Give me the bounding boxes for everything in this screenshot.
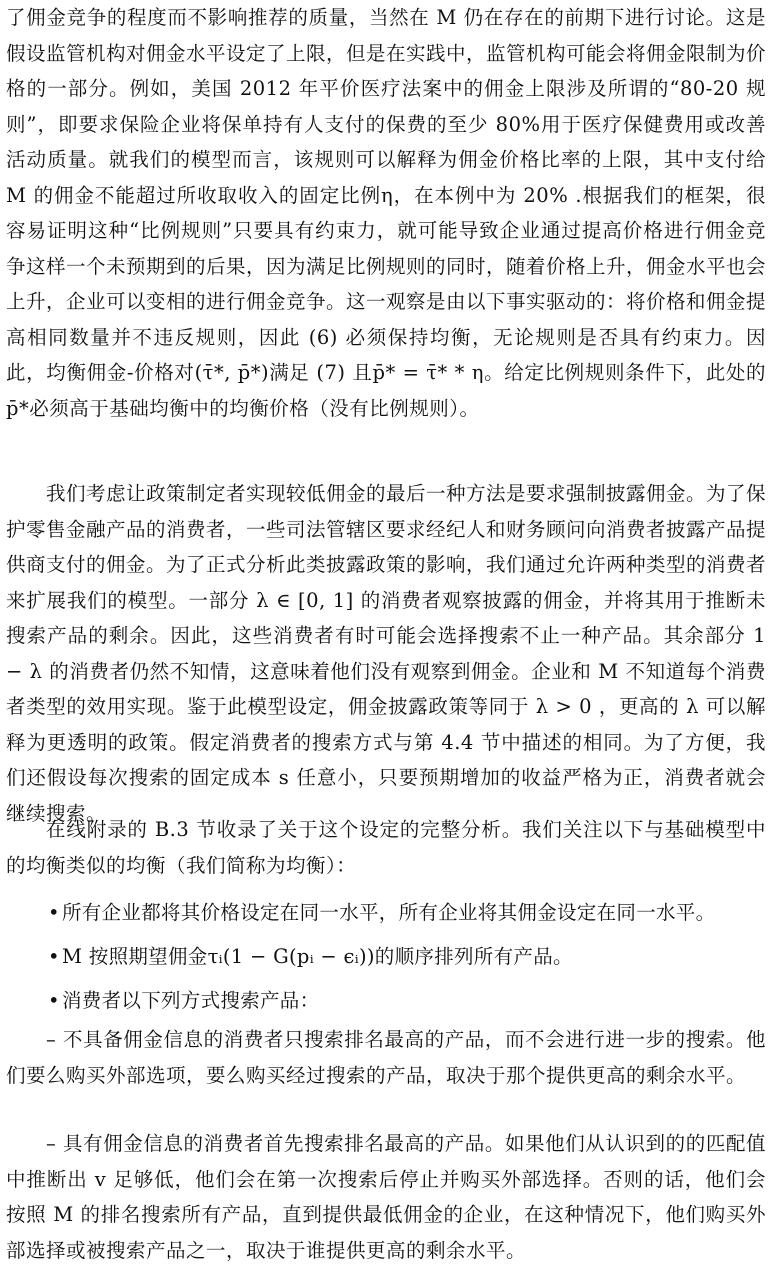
sub-item-uninformed: – 不具备佣金信息的消费者只搜索排名最高的产品，而不会进行进一步的搜索。他们要么购买外部选项，要么购买经过搜索的产品，取决于那个提供更高的剩余水平。 [6, 1028, 766, 1087]
bullet-text: 所有企业都将其价格设定在同一水平，所有企业将其佣金设定在同一水平。 [62, 901, 716, 924]
paragraph-commission-cap: 了佣金竞争的程度而不影响推荐的质量，当然在 M 仍在存在的前期下进行讨论。这是假设监管机构对佣金水平设定了上限，但是在实践中，监管机构可能会将佣金限制为价格的一部分。例如，美国 2012 年平价医疗法案中的佣金上限涉及所谓的“80-20 规则”，即要求保险企业将保单持有人支付的保费的至少 80%用于医疗保健费用或改善活动质量。就我们的模型而言，该规则可以解释为佣金价格比率的上限，其中支付给 M 的佣金不能超过所收取收入的固定比例η，在本例中为 20% .根据我们的框架，很容易证明这种“比例规则”只要具有约束力，就可能导致企业通过提高价格进行佣金竞争这样一个未预期到的后果，因为满足比例规则的同时，随着价格上升，佣金水平也会上升，企业可以变相的进行佣金竞争。这一观察是由以下事实驱动的：将价格和佣金提高相同数量并不违反规则，因此 (6) 必须保持均衡，无论规则是否具有约束力。因此，均衡佣金-价格对(τ̄*, p̄*)满足 (7) 且p̄* = τ̄* * η。给定比例规则条件下，此处的p̄*必须高于基础均衡中的均衡价格（没有比例规则）。 [6, 6, 767, 420]
sub-item-informed: – 具有佣金信息的消费者首先搜索排名最高的产品。如果他们从认识到的的匹配值中推断出 v 足够低，他们会在第一次搜索后停止并购买外部选择。否则的话，他们会按照 M 的排名搜索所有产品，直到提供最低佣金的企业，在这种情况下，他们购买外部选择或被搜索产品之一，取决于谁提供更高的剩余水平。 [6, 1132, 766, 1262]
paragraph-appendix-intro: 在线附录的 B.3 节收录了关于这个设定的完整分析。我们关注以下与基础模型中的均衡类似的均衡（我们简称为均衡）： [6, 818, 766, 877]
bullet-item-prices [48, 895, 768, 930]
bullet-icon: • [48, 945, 60, 968]
bullet-item-search [48, 983, 768, 1018]
bullet-icon: • [48, 989, 60, 1012]
bullet-icon: • [48, 901, 60, 924]
bullet-text: 消费者以下列方式搜索产品： [62, 989, 320, 1012]
bullet-text: M 按照期望佣金τᵢ(1 − G(pᵢ − ϵᵢ))的顺序排列所有产品。 [62, 945, 573, 968]
paragraph-disclosure-policy: 我们考虑让政策制定者实现较低佣金的最后一种方法是要求强制披露佣金。为了保护零售金融产品的消费者，一些司法管辖区要求经纪人和财务顾问向消费者披露产品提供商支付的佣金。为了正式分析此类披露政策的影响，我们通过允许两种类型的消费者来扩展我们的模型。一部分 λ ∈ [0, 1] 的消费者观察披露的佣金，并将其用于推断未搜索产品的剩余。因此，这些消费者有时可能会选择搜索不止一种产品。其余部分 1 − λ 的消费者仍然不知情，这意味着他们没有观察到佣金。企业和 M 不知道每个消费者类型的效用实现。鉴于此模型设定，佣金披露政策等同于 λ > 0 ，更高的 λ 可以解释为更透明的政策。假定消费者的搜索方式与第 4.4 节中描述的相同。为了方便，我们还假设每次搜索的固定成本 s 任意小，只要预期增加的收益严格为正，消费者就会继续搜索。 [6, 482, 767, 825]
bullet-item-ranking [48, 939, 768, 974]
